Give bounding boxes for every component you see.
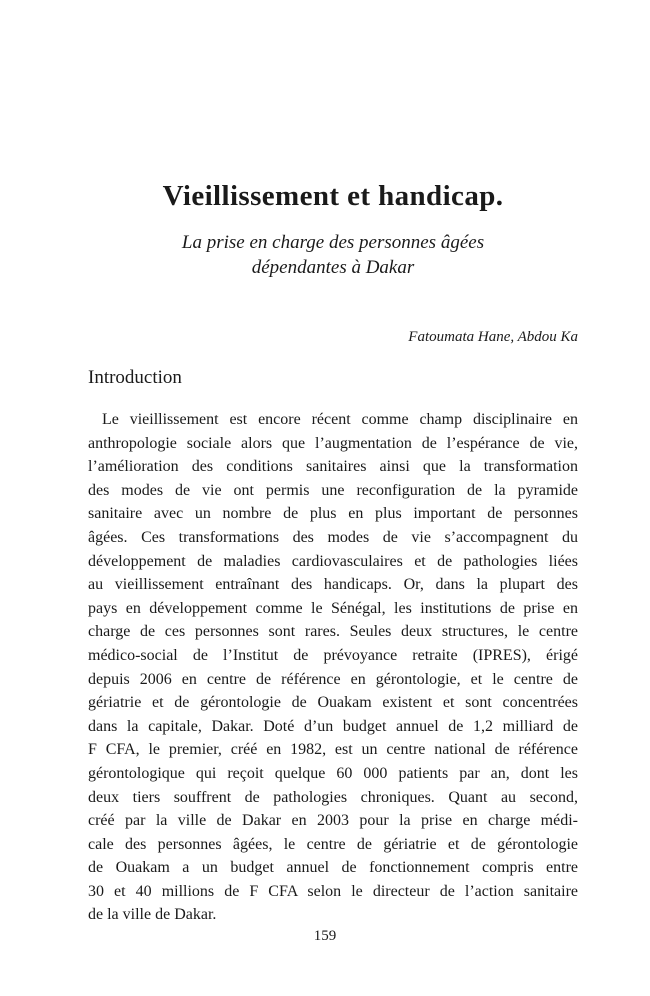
paragraph-line: deux tiers souffrent de pathologies chroniques. Quant au second, (88, 788, 578, 806)
paragraph-line: depuis 2006 en centre de référence en gérontologie, et le centre de (88, 670, 578, 688)
paragraph-line: âgées. Ces transformations des modes de vie s’accompagnent du (88, 528, 578, 546)
paragraph-line: pays en développement comme le Sénégal, les institutions de prise en (88, 599, 578, 617)
paragraph-line: développement de maladies cardiovasculaires et de pathologies liées (88, 552, 578, 570)
paragraph-line: l’amélioration des conditions sanitaires ainsi que la transformation (88, 458, 578, 476)
paragraph-line: gériatrie et de gérontologie de Ouakam existent et sont concentrées (88, 694, 578, 712)
body-paragraph (88, 408, 578, 927)
authors: Fatoumata Hane, Abdou Ka (408, 329, 578, 345)
paragraph-line: anthropologie sociale alors que l’augmentation de l’espérance de vie, (88, 434, 578, 452)
paragraph-line: gérontologique qui reçoit quelque 60 000 patients par an, dont les (88, 764, 578, 782)
subtitle-line: dépendantes à Dakar (251, 257, 415, 278)
paragraph-line: de Ouakam a un budget annuel de fonctionnement compris entre (88, 859, 578, 877)
paragraph-line: cale des personnes âgées, le centre de gériatrie et de gérontologie (88, 835, 578, 853)
paragraph-line: Le vieillissement est encore récent comme champ disciplinaire en (102, 411, 578, 428)
paragraph-line: des modes de vie ont permis une reconfiguration de la pyramide (88, 481, 578, 499)
paragraph-line: dans la capitale, Dakar. Doté d’un budget annuel de 1,2 milliard de (88, 717, 578, 735)
subtitle-line: La prise en charge des personnes âgées (181, 232, 485, 253)
paragraph-line: charge de ces personnes sont rares. Seules deux structures, le centre (88, 623, 578, 641)
page-number: 159 (313, 928, 337, 944)
paragraph-line: 30 et 40 millions de F CFA selon le directeur de l’action sanitaire (88, 882, 578, 900)
paragraph-line: de la ville de Dakar. (88, 906, 217, 924)
chapter-title: Vieillissement et handicap. (162, 180, 504, 212)
paragraph-line: sanitaire avec un nombre de plus en plus important de personnes (88, 505, 578, 523)
paragraph-line: médico-social de l’Institut de prévoyance retraite (IPRES), érigé (88, 646, 578, 664)
paragraph-line: F CFA, le premier, créé en 1982, est un centre national de référence (88, 741, 578, 759)
paragraph-line: créé par la ville de Dakar en 2003 pour la prise en charge médi- (88, 812, 578, 830)
paragraph-line: au vieillissement entraînant des handicaps. Or, dans la plupart des (88, 576, 578, 594)
chapter-subtitle (88, 230, 578, 280)
section-heading: Introduction (88, 367, 182, 388)
